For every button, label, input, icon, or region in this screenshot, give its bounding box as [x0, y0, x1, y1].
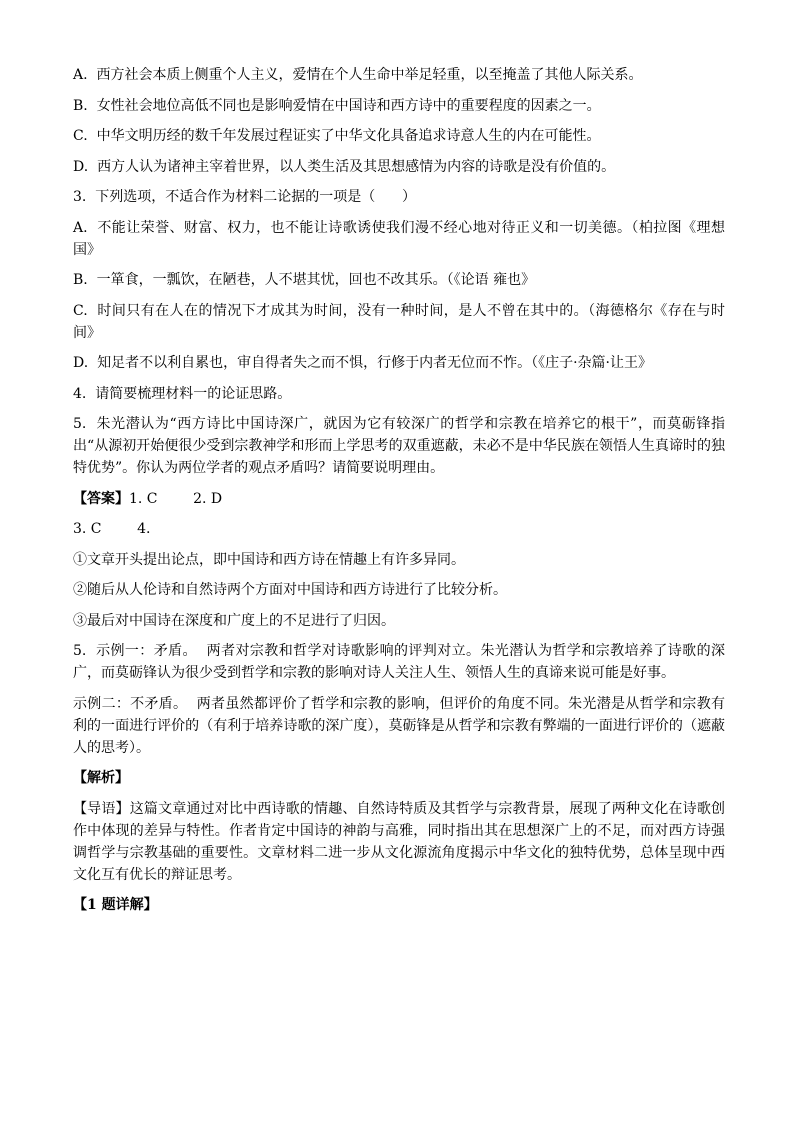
answer-line-1 — [73, 488, 725, 510]
answer-4-point-3: ③最后对中国诗在深度和广度上的不足进行了归因。 — [73, 612, 395, 629]
q2-option-d: D. 西方人认为诸神主宰着世界，以人类生活及其思想感情为内容的诗歌是没有价值的。 — [73, 158, 616, 175]
answer-4-point-2: ②随后从人伦诗和自然诗两个方面对中国诗和西方诗进行了比较分析。 — [73, 582, 507, 598]
q3-option-b: B. 一箪食，一瓢饮，在陋巷，人不堪其忧，回也不改其乐。（《论语 雍也》 — [73, 272, 536, 288]
q2-option-a: A. 西方社会本质上侧重个人主义，爱情在个人生命中举足轻重，以至掩盖了其他人际关系。 — [73, 67, 643, 83]
guide-paragraph: 【导语】这篇文章通过对比中西诗歌的情趣、自然诗特质及其哲学与宗教背景，展现了两种文化在诗歌创作中体现的差异与特性。作者肯定中国诗的神韵与高雅，同时指出其在思想深广上的不足，而对西方诗强调哲学与宗教基础的重要性。文章材料二进一步从文化源流角度揭示中华文化的独特优势，总体呈现中西文化互有优长的辩证思考。 — [73, 800, 725, 883]
detail-1-label: 【1 题详解】 — [73, 897, 158, 913]
q5-stem: 5. 朱光潜认为“西方诗比中国诗深广，就因为它有较深广的哲学和宗教在培养它的根干”，而莫砺锋指出“从源初开始便很少受到宗教神学和形而上学思考的双重遮蔽，未必不是中华民族在领悟人生真谛时的独特优势”。你认为两位学者的观点矛盾吗？请简要说明理由。 — [73, 416, 725, 476]
q2-option-b: B. 女性社会地位高低不同也是影响爱情在中国诗和西方诗中的重要程度的因素之一。 — [73, 97, 601, 114]
answer-4-point-1: ①文章开头提出论点，即中国诗和西方诗在情趣上有许多异同。 — [73, 551, 465, 568]
answer-5-example-1: 5. 示例一：矛盾。 两者对宗教和哲学对诗歌影响的评判对立。朱光潜认为哲学和宗教培养了诗歌的深广，而莫砺锋认为很少受到哲学和宗教的影响对诗人关注人生、领悟人生的真谛来说可能是好事。 — [73, 643, 725, 681]
q4-stem: 4. 请简要梳理材料一的论证思路。 — [73, 385, 292, 402]
q3-stem: 3. 下列选项，不适合作为材料二论据的一项是（ ） — [73, 189, 416, 205]
q3-option-a: A. 不能让荣誉、财富、权力，也不能让诗歌诱使我们漫不经心地对待正义和一切美德。（柏拉图《理想国》 — [73, 219, 725, 258]
answer-5-example-2: 示例二：不矛盾。 两者虽然都评价了哲学和宗教的影响，但评价的角度不同。朱光潜是从哲学和宗教有利的一面进行评价的（有利于培养诗歌的深广度），莫砺锋是从哲学和宗教有弊端的一面进行评价的（遮蔽人的思考）。 — [73, 695, 725, 756]
q3-option-d: D. 知足者不以利自累也，审自得者失之而不惧，行修于内者无位而不怍。（《庄子·杂篇·让王》 — [73, 355, 652, 371]
document-page — [73, 64, 725, 925]
q3-option-c: C. 时间只有在人在的情况下才成其为时间，没有一种时间，是人不曾在其中的。（海德格尔《存在与时间》 — [73, 302, 725, 341]
answer-label: 【答案】 — [73, 490, 129, 507]
answer-1-2: 1. C 2. D — [129, 490, 223, 507]
answer-line-2: 3. C 4. — [73, 521, 151, 537]
q2-option-c: C. 中华文明历经的数千年发展过程证实了中华文化具备追求诗意人生的内在可能性。 — [73, 128, 601, 144]
analysis-label: 【解析】 — [73, 770, 129, 786]
